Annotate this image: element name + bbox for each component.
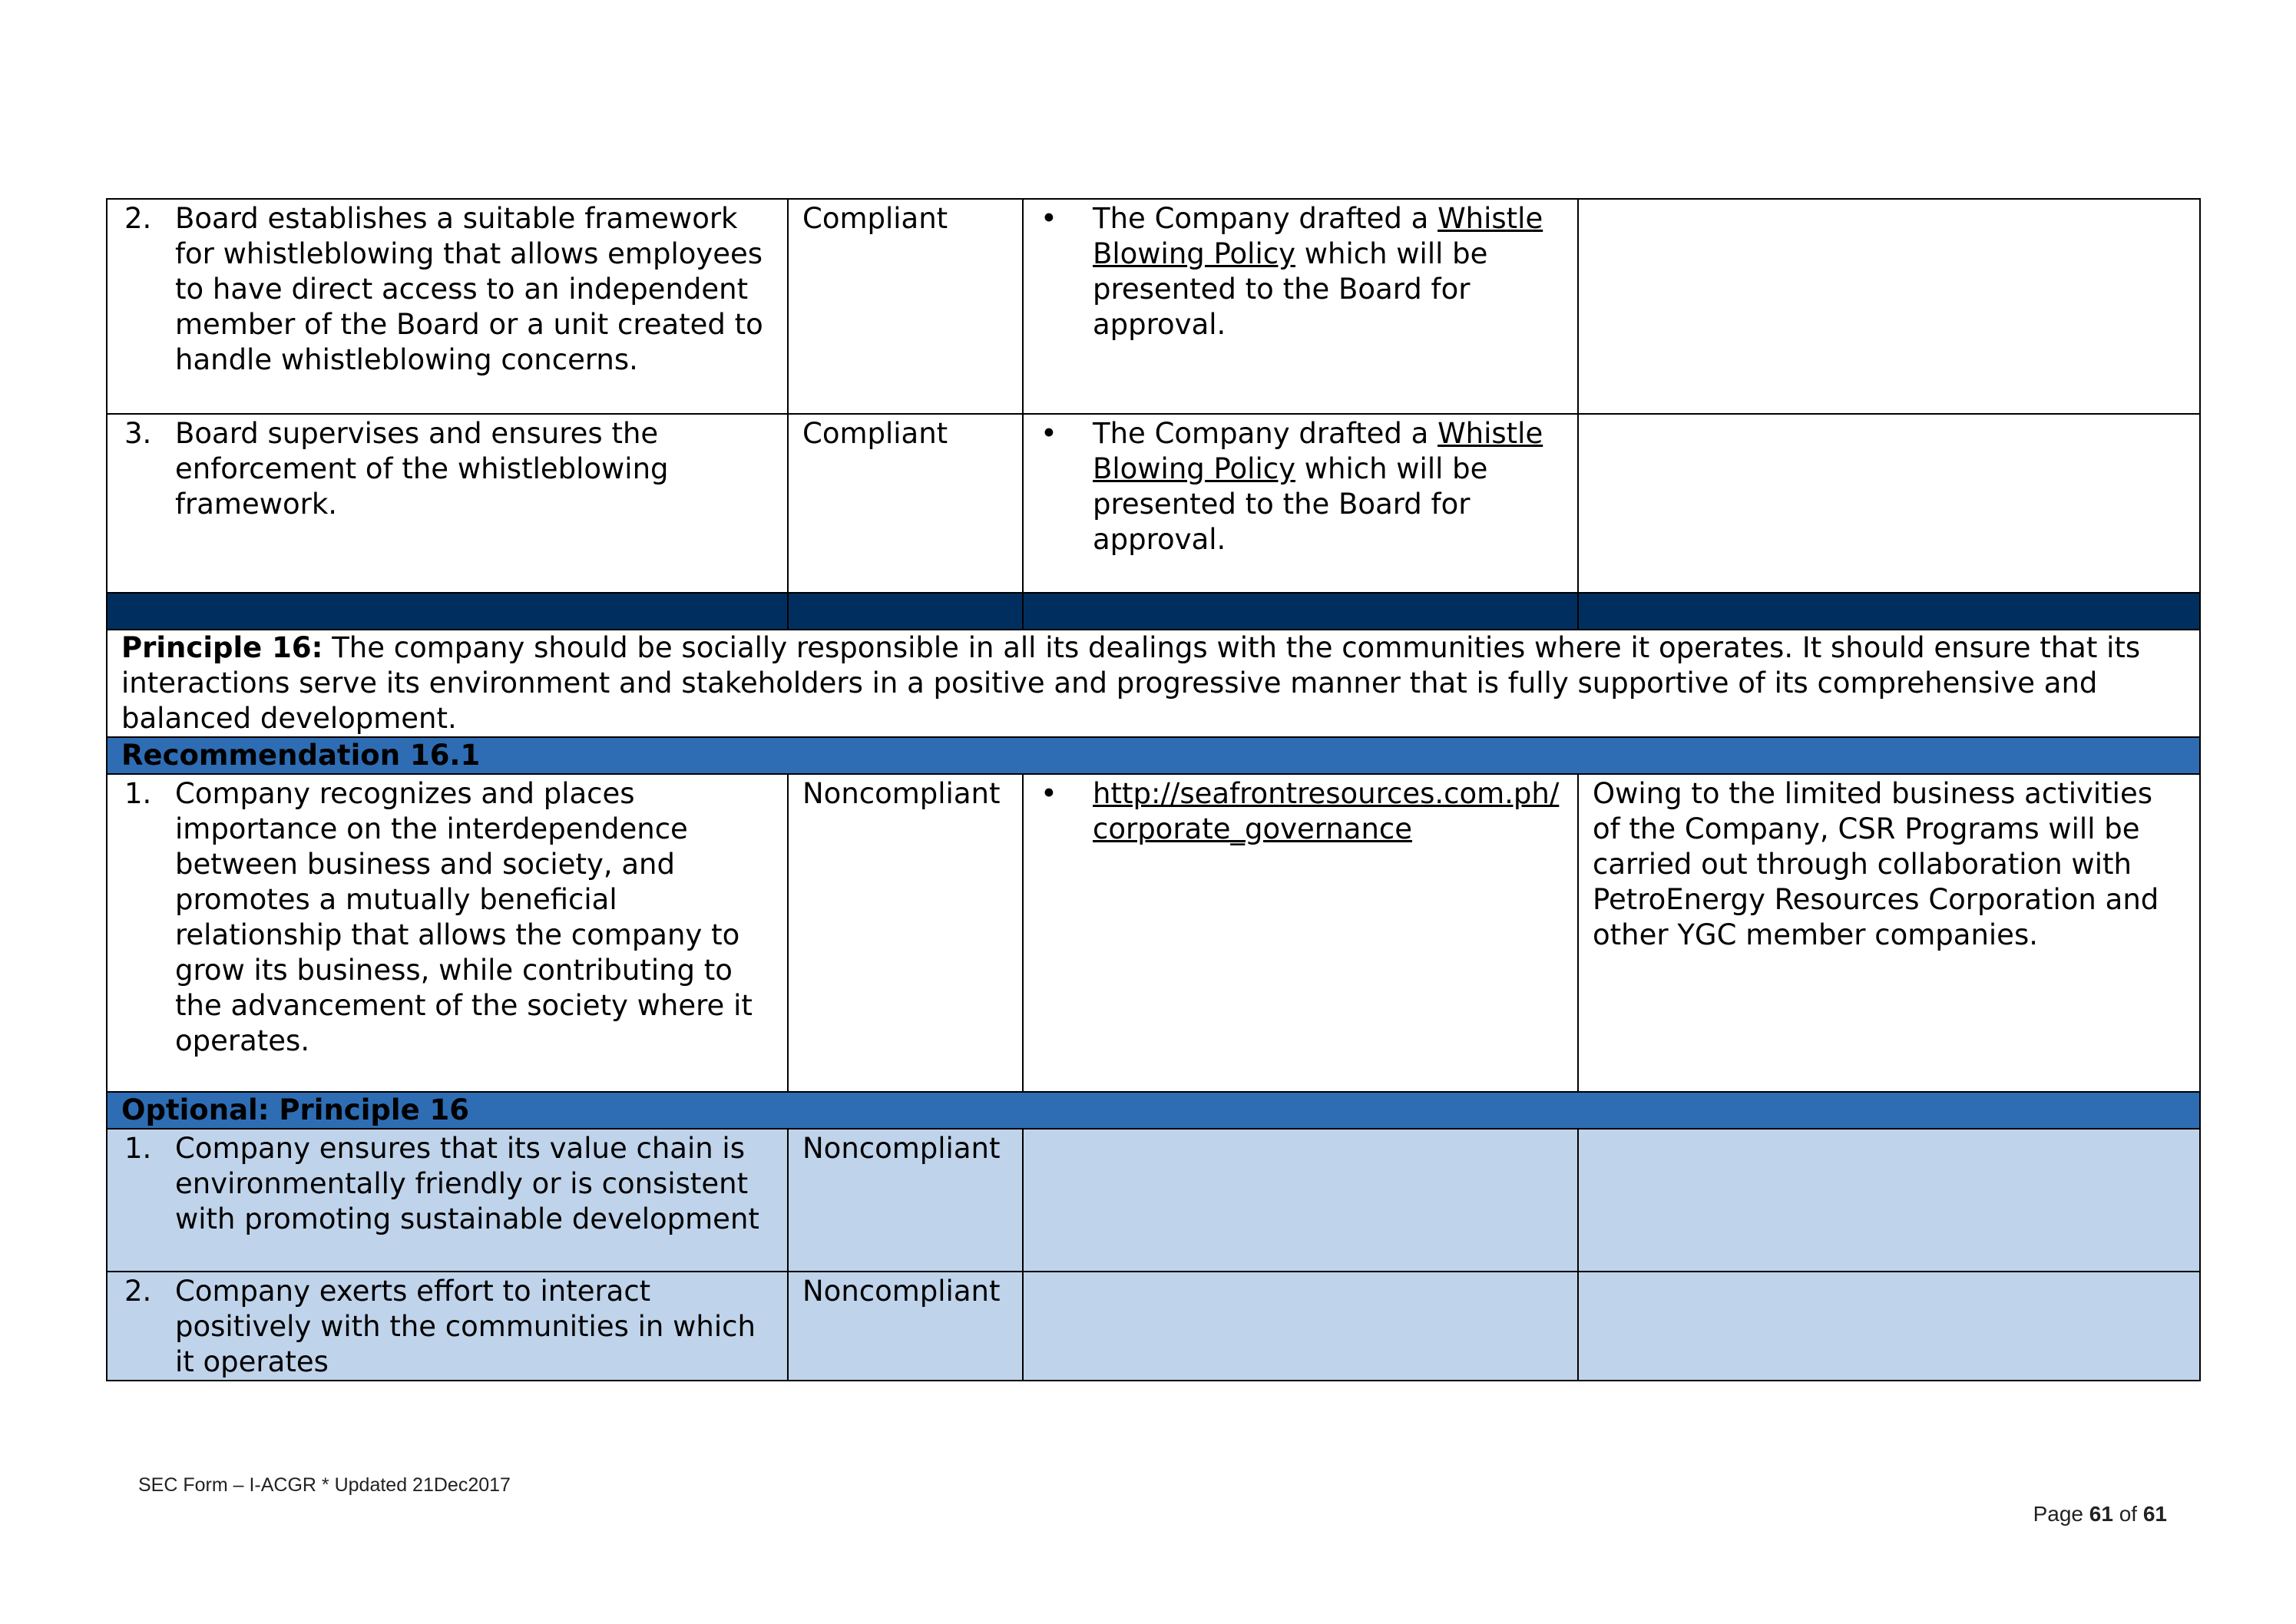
evidence-text: which will be presented to the Board for approval. — [1093, 237, 1488, 341]
item-number: 3. — [124, 417, 152, 450]
principle-label: Principle 16: — [121, 631, 323, 664]
principle-row — [107, 630, 2200, 737]
status-cell: Compliant — [788, 414, 1023, 593]
explanation-cell — [1578, 414, 2200, 593]
item-text: Board establishes a suitable framework for whistleblowing that allows employees to have direct access to an independent member of the Board or a unit created to handle whistleblowing concerns. — [175, 202, 763, 376]
explanation-cell — [1578, 1272, 2200, 1381]
recommendation-cell — [107, 1272, 788, 1381]
table-row — [107, 414, 2200, 593]
status-cell: Noncompliant — [788, 774, 1023, 1092]
section-divider — [107, 593, 2200, 630]
principle-cell — [107, 630, 2200, 737]
evidence-cell — [1023, 774, 1578, 1092]
recommendation-cell — [107, 199, 788, 414]
bullet: • — [1040, 417, 1057, 450]
evidence-cell — [1023, 1129, 1578, 1272]
status-cell: Noncompliant — [788, 1272, 1023, 1381]
table-row — [107, 774, 2200, 1092]
page-of: of — [2112, 1502, 2143, 1526]
table-row — [107, 199, 2200, 414]
item-number: 1. — [124, 1132, 152, 1165]
evidence-cell — [1023, 414, 1578, 593]
recommendation-cell — [107, 1129, 788, 1272]
acgr-table — [106, 198, 2201, 1381]
evidence-text: The Company drafted a — [1093, 417, 1438, 450]
evidence-cell — [1023, 199, 1578, 414]
section-header — [107, 737, 2200, 774]
form-footer: SEC Form – I-ACGR * Updated 21Dec2017 — [138, 1474, 511, 1496]
bullet: • — [1040, 777, 1057, 810]
explanation-cell: Owing to the limited business activities of the Company, CSR Programs will be carried out through collaboration with PetroEnergy Resources Corporation and other YGC member companies. — [1578, 774, 2200, 1092]
table-row — [107, 1272, 2200, 1381]
item-number: 1. — [124, 777, 152, 810]
evidence-text: The Company drafted a — [1093, 202, 1438, 235]
page-total: 61 — [2142, 1502, 2167, 1526]
recommendation-heading: Recommendation 16.1 — [107, 737, 2200, 774]
evidence-cell — [1023, 1272, 1578, 1381]
page-word: Page — [2033, 1502, 2089, 1526]
item-text: Company recognizes and places importance on the interdependence between business and society, and promotes a mutually beneficial relationship that allows the company to grow its business, while contributing to the advancement of the society where it operates. — [175, 777, 753, 1057]
item-text: Board supervises and ensures the enforcement of the whistleblowing framework. — [175, 417, 669, 521]
bullet: • — [1040, 202, 1057, 235]
section-header — [107, 1092, 2200, 1129]
status-cell: Compliant — [788, 199, 1023, 414]
explanation-cell — [1578, 199, 2200, 414]
page-number — [2033, 1502, 2167, 1526]
item-text: Company ensures that its value chain is environmentally friendly or is consistent with promoting sustainable development — [175, 1132, 759, 1235]
item-number: 2. — [124, 1275, 152, 1308]
item-number: 2. — [124, 202, 152, 235]
optional-heading: Optional: Principle 16 — [107, 1092, 2200, 1129]
recommendation-cell — [107, 774, 788, 1092]
explanation-cell — [1578, 1129, 2200, 1272]
item-text: Company exerts effort to interact positively with the communities in which it operates — [175, 1275, 756, 1378]
corporate-governance-link[interactable]: http://seafrontresources.com.ph/ corporate_governance — [1093, 777, 1560, 845]
recommendation-cell — [107, 414, 788, 593]
evidence-text: which will be presented to the Board for approval. — [1093, 452, 1488, 556]
status-cell: Noncompliant — [788, 1129, 1023, 1272]
table-row — [107, 1129, 2200, 1272]
principle-text: The company should be socially responsible in all its dealings with the communities where it operates. It should ensure that its interactions serve its environment and stakeholders in a positive and progressive manner that is fully supportive of its comprehensive and balanced development. — [121, 631, 2141, 735]
whistle-blowing-policy-link[interactable]: Whistle Blowing Policy — [1093, 417, 1543, 485]
whistle-blowing-policy-link[interactable]: Whistle Blowing Policy — [1093, 202, 1543, 270]
page-current: 61 — [2089, 1502, 2113, 1526]
